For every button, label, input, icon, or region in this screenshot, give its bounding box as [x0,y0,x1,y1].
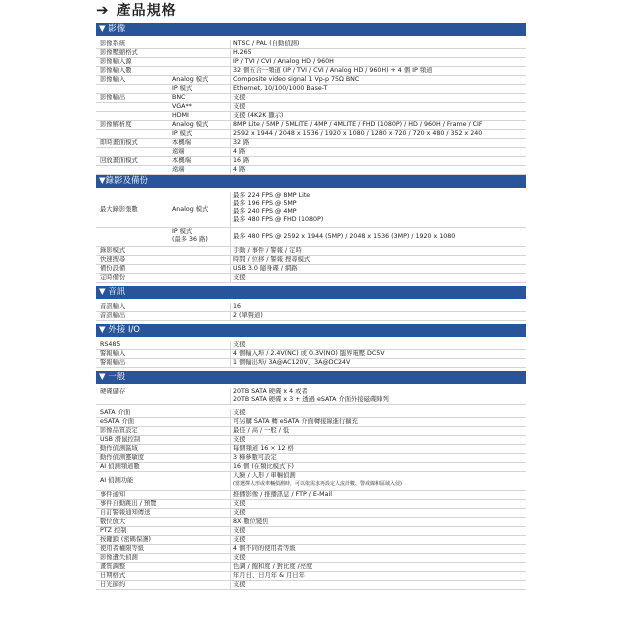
row-label: 影像解析度 [100,121,132,128]
row-sublabel: IP 模式 [172,85,193,92]
table-row [96,445,526,454]
row-value: 推播影像 / 推播訊息 / FTP / E-Mail [230,491,526,499]
row-label [96,103,172,111]
table-row [96,265,526,274]
row-label: 硬碟儲存 [100,388,126,395]
row-label: AI 偵測功能 [100,477,134,484]
row-value: 32 路 [230,139,526,147]
table-row [96,67,526,76]
row-value: 4 路 [230,166,526,174]
row-value: 每個頻道 16 × 12 格 [230,445,526,453]
row-label: 回放畫面模式 [100,157,138,164]
table-row [96,418,526,427]
row-sublabel: Analog 模式 [172,205,209,213]
table-row [96,256,526,265]
row-label: 數位放大 [100,518,126,525]
row-label: RS485 [100,341,121,348]
row-value: 4 個不同的使用者等級 [230,545,526,553]
row-value: 支援 [230,341,526,349]
table-row [96,188,526,228]
table-row [96,554,526,563]
row-label: eSATA 介面 [100,418,135,425]
row-value: 16 路 [230,157,526,165]
row-value: 2592 x 1944 / 2048 x 1536 / 1920 x 1080 / 1280 x 720 / 720 x 480 / 352 x 240 [230,130,526,138]
row-value [230,472,526,490]
row-label: 警報輸出 [100,359,126,366]
row-label: 錄影模式 [100,247,126,254]
row-sublabel: Analog 模式 [172,76,209,83]
row-sublabel: 本機端 [172,139,191,146]
section-header-audio: ▼ 音訊 [96,286,526,299]
row-value: 最多 480 FPS @ 2592 x 1944 (5MP) / 2048 x 1536 (3MP) / 1920 x 1080 [230,228,526,246]
row-sublabel: 遠端 [172,166,185,173]
row-sublabel [172,49,230,57]
row-label: 影像輸出 [100,94,126,101]
io-rows [96,341,526,368]
row-value: 支援 [230,409,526,417]
row-value: IP / TVI / CVI / Analog HD / 960H [230,58,526,66]
table-row [96,491,526,500]
row-value: 支援 [230,274,526,282]
section-header-io: ▼ 外接 I/O [96,324,526,337]
row-label: 事件自動跳出 / 預覽 [100,500,157,507]
row-label: 自訂警報通知傳送 [100,509,151,516]
table-row [96,463,526,472]
row-sublabel [172,67,230,75]
row-value: 年月日、日月年 & 月日年 [230,572,526,580]
row-value: 支援 [230,536,526,544]
row-value: 支援 [230,509,526,517]
row-label: 影像品質設定 [100,427,138,434]
row-label: 即時畫面模式 [100,139,138,146]
row-label: 音訊輸入 [100,303,126,310]
row-sublabel: 本機端 [172,157,191,164]
sublabel-line: (最多 36 路) [172,236,208,243]
table-row [96,388,526,405]
table-row [96,148,526,157]
row-value: 支援 (4K2K 顯示) [230,112,526,120]
row-label: 影像輸入數 [100,67,132,74]
row-sublabel: IP 模式 [172,130,193,137]
value-line: 人臉 / 人形 / 車輛偵測 [233,472,296,479]
value-line: 最多 196 FPS @ 5MP [233,200,297,207]
row-value: 8MP Lite / 5MP / 5MLITE / 4MP / 4MLITE / FHD (1080P) / HD / 960H / Frame / CIF [230,121,526,129]
row-value: Composite video signal 1 Vp-p 75Ω BNC [230,76,526,84]
table-row [96,454,526,463]
row-value: 4 個輸入埠 / 2.4V(NC) 或 0.3V(NO) 臨界電壓 DC5V [230,350,526,358]
row-label: 日期格式 [100,572,126,579]
section-header-general: ▼ 一般 [96,371,526,384]
value-line: 20TB SATA 硬碟 x 3 + 透過 eSATA 介面外接磁碟陣列 [233,396,389,403]
row-value: 支援 [230,554,526,562]
table-row [96,130,526,139]
row-value: NTSC / PAL (自動偵測) [230,40,526,48]
table-row [96,572,526,581]
table-row [96,341,526,350]
row-value: 32 個五合一頻道 (IP / TVI / CVI / Analog HD / 960H) + 4 個 IP 頻道 [230,67,526,75]
row-label: 日光節約 [100,581,126,588]
general-rows-a [96,409,526,472]
row-label [96,228,172,246]
table-row [96,509,526,518]
row-label: 使用者權限等級 [100,545,145,552]
row-label [96,85,172,93]
table-row [96,121,526,130]
row-label [96,148,172,156]
row-label: 影像遺失偵測 [100,554,138,561]
table-row [96,472,526,491]
value-line: 最多 480 FPS @ FHD (1080P) [233,216,324,223]
row-value [230,192,526,227]
row-value: 支援 [230,103,526,111]
row-value: 可另購 SATA 轉 eSATA 介面轉接線進行擴充 [230,418,526,426]
spec-table [96,23,526,590]
row-label: 影像系統 [100,40,126,47]
row-sublabel [172,228,230,246]
row-value: 支援 [230,527,526,535]
table-row [96,518,526,527]
table-row [96,103,526,112]
row-value: H.265 [230,49,526,57]
row-label: 影像輸入源 [100,58,132,65]
table-row [96,359,526,368]
table-row [96,545,526,554]
table-row [96,40,526,49]
row-value: 時間 / 位移 / 警報 搜尋模式 [230,256,526,264]
row-sublabel: VGA** [172,103,192,110]
table-row [96,350,526,359]
row-value: 16 [230,303,526,311]
row-sublabel: HDMI [172,112,189,119]
row-value: 3 種參數可設定 [230,454,526,462]
row-value: 手動 / 事件 / 警報 / 定時 [230,247,526,255]
row-value: 最佳 / 高 / 一般 / 低 [230,427,526,435]
row-label: 影像壓縮格式 [100,49,138,56]
row-label: 按鍵鎖 (密碼保護) [100,536,151,543]
value-line: 最多 240 FPS @ 4MP [233,208,297,215]
row-value [230,388,526,404]
section-header-record: ▼錄影及備份 [96,175,526,188]
table-row [96,228,526,247]
section-header-video: ▼ 影像 [96,23,526,36]
table-row [96,527,526,536]
row-label: AI 偵測頻道數 [100,463,140,470]
row-label: SATA 介面 [100,409,131,416]
row-label [96,130,172,138]
record-rows [96,247,526,283]
row-label: PTZ 控制 [100,527,127,534]
table-row [96,563,526,572]
row-label: 音訊輸出 [100,312,126,319]
row-label: 畫質調整 [100,563,126,570]
table-row [96,76,526,85]
row-label: 最大錄影張數 [100,205,138,213]
table-row [96,139,526,148]
table-row [96,247,526,256]
table-row [96,112,526,121]
table-row [96,409,526,418]
row-label: 動作偵測靈敏度 [100,454,145,461]
table-row [96,49,526,58]
table-row [96,85,526,94]
row-value: 1 個輸出埠/ 3A@AC120V、3A@DC24V [230,359,526,367]
sublabel-line: IP 模式 [172,228,193,235]
row-label: 動作偵測區域 [100,445,138,452]
row-value: 支援 [230,500,526,508]
row-value: 支援 [230,581,526,589]
page-title [96,0,177,20]
table-row [96,303,526,312]
table-row [96,58,526,67]
row-label: 備份設備 [100,265,126,272]
row-label [96,166,172,174]
row-value: 支援 [230,436,526,444]
table-row [96,157,526,166]
arrow-right-icon: ➔ [96,0,109,19]
row-value: 16 個 (在類比模式下) [230,463,526,471]
row-sublabel: 遠端 [172,148,185,155]
page-title-text: 產品規格 [116,3,177,19]
row-label: 定時備份 [100,274,126,281]
table-row [96,312,526,321]
table-row [96,536,526,545]
row-label: 事件通知 [100,491,126,498]
table-row [96,436,526,445]
audio-rows [96,303,526,321]
table-row [96,274,526,283]
value-line: 20TB SATA 硬碟 x 4 或者 [233,388,308,395]
table-row [96,94,526,103]
row-value: 8X 數位變焦 [230,518,526,526]
row-label: 快速搜尋 [100,256,126,263]
row-label: 影像輸入 [100,76,126,83]
row-label: 警報輸入 [100,350,126,357]
value-line: (當選擇人形或車輛偵測時，可以依需求再設定人流計數、警戒線和區域入侵) [233,481,402,487]
row-sublabel: BNC [172,94,186,101]
row-sublabel: Analog 模式 [172,121,209,128]
table-row [96,581,526,590]
row-value: Ethernet, 10/100/1000 Base-T [230,85,526,93]
general-rows-b [96,491,526,590]
row-sublabel [172,58,230,66]
row-value: USB 3.0 隨身碟 / 網路 [230,265,526,273]
row-sublabel [172,40,230,48]
row-value: 支援 [230,94,526,102]
row-value: 2 (單聲道) [230,312,526,320]
row-value: 色調 / 飽和度 / 對比度 /亮度 [230,563,526,571]
row-label: USB 滑鼠控制 [100,436,141,443]
row-value: 4 路 [230,148,526,156]
value-line: 最多 224 FPS @ 8MP Lite [233,192,311,199]
row-label [96,112,172,120]
table-row [96,500,526,509]
table-row [96,166,526,175]
video-rows [96,40,526,175]
table-row [96,427,526,436]
